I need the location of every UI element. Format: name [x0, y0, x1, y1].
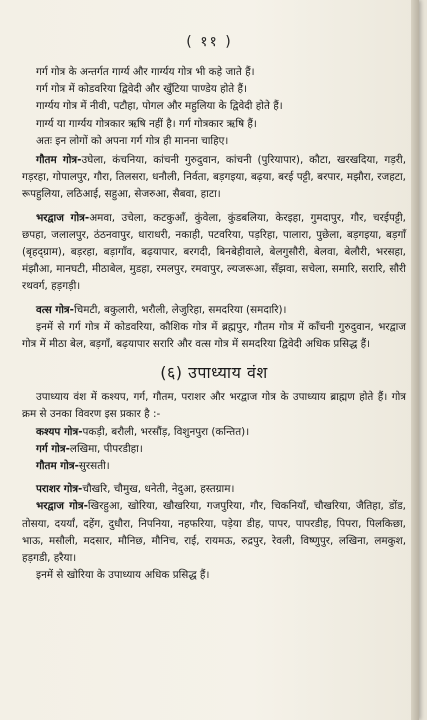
- kashyap-gotra-text: पकड़ी, बरौली, भरसौंड़, विशुनपुरा (कन्तित)।: [82, 425, 250, 438]
- gautam-gotra-label: गौतम गोत्र-: [36, 154, 82, 167]
- bharadwaj-gotra-paragraph: [22, 210, 406, 296]
- bharadwaj-gotra-text: अमवा, उचेला, कटकुआँ, कुंवेला, कुंडबलिया, केरइहा, गुमदापुर, गौर, चरईपट्टी, छपहा, जलालपुर, ठंठनवापुर, धाराधरी, नकाही, पटवरिया, पड़रिहा, पालारा, पुछेला, बड़गइया, बड़गाँ (बृहद्ग्राम), बड़रहा, बड़ागाँव, बढ़यापार, बरगदी, बिनबेहीवाले, बेलगुसौरी, बेलवा, बेलौरी, भरसहा, मंझौआ, मानघटी, मीठाबेल, मुडहा, रमलपुर, रमवापुर, ल्यजरूआ, सँझवा, सचेला, समारि, सरारि, सौरी रथवर्ग, हड़गड़ी।: [22, 211, 406, 293]
- garg-gotra-text: लखिमा, पीपरडीहा।: [69, 442, 143, 455]
- line-5: अतः इन लोगों को अपना गर्ग गोत्र ही मानना चाहिए।: [36, 134, 229, 147]
- vats-gotra-paragraph: [22, 302, 406, 319]
- line-4: गार्ग्य या गार्ग्यय गोत्रकार ऋषि नहीं है। गर्ग गोत्रकार ऋषि हैं।: [36, 117, 257, 130]
- parashar-gotra-text: चौखरि, चौमुख, धनेती, नेदुआ, हस्तग्राम।: [82, 483, 235, 496]
- bharadwaj-gotra-label: भरद्वाज गोत्र-: [36, 211, 90, 224]
- summary-paragraph: इनमें से गर्ग गोत्र में कोडवरिया, कौशिक गोत्र में ब्रह्मपुर, गौतम गोत्र में काँचनी गुरुदुवान, भरद्वाज गोत्र में मीठा बेल, बड़गाँ, बढ़यापार सरारि और वत्स गोत्र में समदरिया द्विवेदी अधिक प्रसिद्ध हैं।: [22, 320, 406, 351]
- line-2: गर्ग गोत्र में कोडवरिया द्विवेदी और खुँटिया पाण्डेय होते हैं।: [36, 83, 247, 96]
- bharadwaj2-gotra-paragraph: [22, 498, 406, 567]
- bharadwaj2-gotra-text: खिरहुआ, खोरिया, खौखरिया, गजपुरिया, गौर, चिकनियाँ, चौखरिया, जैतिहा, डोंड, तोसया, दयर्यां, दहेंग, दुधौरा, निपनिया, नहफरिया, पड़ेया डीह, पापर, पापरडीह, पिपरा, पिलकिछा, भाऊ, मसौली, मदसार, मौनिछ, मौनिच, राई, रायमऊ, रुद्रपुर, रेवली, विष्णुपुर, लखिना, लमकुश, हड़गडी, हरैया।: [22, 500, 406, 565]
- gautam-gotra-text: उघेला, कंचनिया, कांचनी गुरुदुवान, कांचनी (पुरियापार), कौटा, खरखदिया, गड़री, गड़रहा, गोपालपुर, गौरा, तिलसरा, धनौली, निर्वता, बड़गइया, बढ़या, बरई पट्टी, बरपार, मझौरा, रजहटा, रूपहुलिया, लठिआई, सहुआ, सेजरुआ, सैबवा, हाटा।: [22, 154, 406, 201]
- page-number: ( ११ ): [186, 34, 233, 50]
- garg-gotra-line: [22, 441, 406, 458]
- parashar-gotra-line: [22, 481, 406, 498]
- page-body: [22, 64, 406, 584]
- kashyap-gotra-label: कश्यप गोत्र-: [36, 425, 83, 438]
- garg-gotra-label: गर्ग गोत्र-: [36, 442, 70, 455]
- gautam2-gotra-text: सुरसती।: [78, 460, 110, 473]
- closing-paragraph: इनमें से खोरिया के उपाध्याय अधिक प्रसिद्ध हैं।: [36, 569, 210, 582]
- line-1: गर्ग गोत्र के अन्तर्गत गार्ग्य और गार्ग्यय गोत्र भी कहे जाते हैं।: [36, 66, 255, 78]
- section-heading: (६) उपाध्याय वंश: [160, 363, 268, 383]
- gautam2-gotra-label: गौतम गोत्र-: [36, 460, 79, 473]
- line-3: गार्ग्यय गोत्र में नीवी, पटौहा, पोगल और महुलिया के द्विवेदी होते हैं।: [36, 100, 283, 113]
- parashar-gotra-label: पराशर गोत्र-: [36, 483, 83, 496]
- gautam-gotra-paragraph: [22, 152, 406, 204]
- bharadwaj2-gotra-label: भरद्वाज गोत्र-: [36, 500, 88, 513]
- intro-paragraph: उपाध्याय वंश में कश्यप, गर्ग, गौतम, पराशर और भरद्वाज गोत्र के उपाध्याय ब्राह्मण होते हैं। गोत्र क्रम से उनका विवरण इस प्रकार है :-: [22, 391, 406, 421]
- vats-gotra-label: वत्स गोत्र-: [36, 303, 74, 316]
- gautam2-gotra-line: [22, 458, 406, 475]
- page-edge: [411, 0, 419, 720]
- kashyap-gotra-line: [22, 424, 406, 441]
- vats-gotra-text: चिमटी, बकुलारी, भरौली, लेजुरिहा, समदरिया (समदारि)।: [73, 303, 287, 316]
